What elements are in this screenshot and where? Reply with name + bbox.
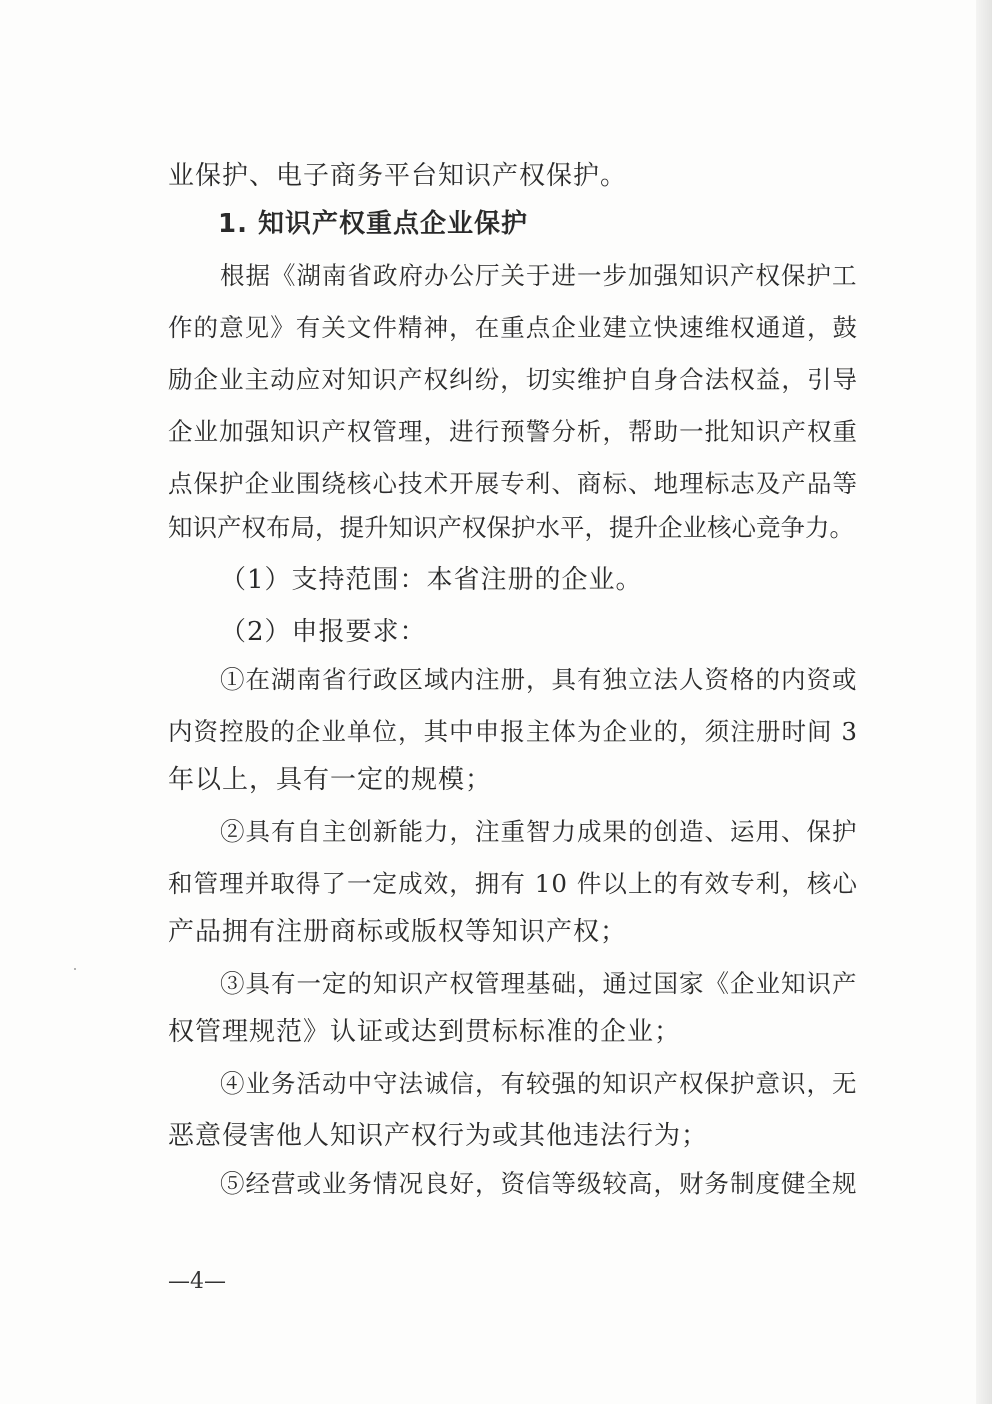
- list-item: ①在湖南省行政区域内注册，具有独立法人资格的内资或: [220, 665, 858, 694]
- list-item: ④业务活动中守法诚信，有较强的知识产权保护意识，无: [220, 1069, 858, 1098]
- section-heading: 1. 知识产权重点企业保护: [218, 209, 529, 239]
- paragraph-line: 和管理并取得了一定成效，拥有 10 件以上的有效专利，核心: [168, 869, 858, 898]
- scan-speck: [74, 968, 76, 970]
- paragraph-line: 恶意侵害他人知识产权行为或其他违法行为；: [168, 1121, 709, 1151]
- paragraph-line: 作的意见》有关文件精神，在重点企业建立快速维权通道，鼓: [168, 313, 858, 342]
- paragraph-line: 年以上，具有一定的规模；: [168, 765, 493, 795]
- paragraph-line: 产品拥有注册商标或版权等知识产权；: [168, 917, 628, 947]
- paragraph-line: 点保护企业围绕核心技术开展专利、商标、地理标志及产品等: [168, 469, 858, 498]
- list-item: （2）申报要求：: [220, 617, 427, 647]
- list-item: （1）支持范围：本省注册的企业。: [220, 565, 643, 595]
- list-item: ③具有一定的知识产权管理基础，通过国家《企业知识产: [220, 969, 858, 998]
- paragraph-line: 励企业主动应对知识产权纠纷，切实维护自身合法权益，引导: [168, 365, 858, 394]
- scan-edge-shadow: [976, 0, 992, 1404]
- paragraph-line: 权管理规范》认证或达到贯标标准的企业；: [168, 1017, 682, 1047]
- paragraph-line: 知识产权布局，提升知识产权保护水平，提升企业核心竞争力。: [168, 513, 854, 542]
- paragraph-line: 根据《湖南省政府办公厅关于进一步加强知识产权保护工: [220, 261, 858, 290]
- paragraph-line: 内资控股的企业单位，其中申报主体为企业的，须注册时间 3: [168, 717, 858, 746]
- paragraph-line: 企业加强知识产权管理，进行预警分析，帮助一批知识产权重: [168, 417, 858, 446]
- paragraph-line: 业保护、电子商务平台知识产权保护。: [168, 161, 628, 191]
- list-item: ②具有自主创新能力，注重智力成果的创造、运用、保护: [220, 817, 858, 846]
- list-item: ⑤经营或业务情况良好，资信等级较高，财务制度健全规: [220, 1169, 858, 1198]
- page-number: —4—: [168, 1269, 226, 1294]
